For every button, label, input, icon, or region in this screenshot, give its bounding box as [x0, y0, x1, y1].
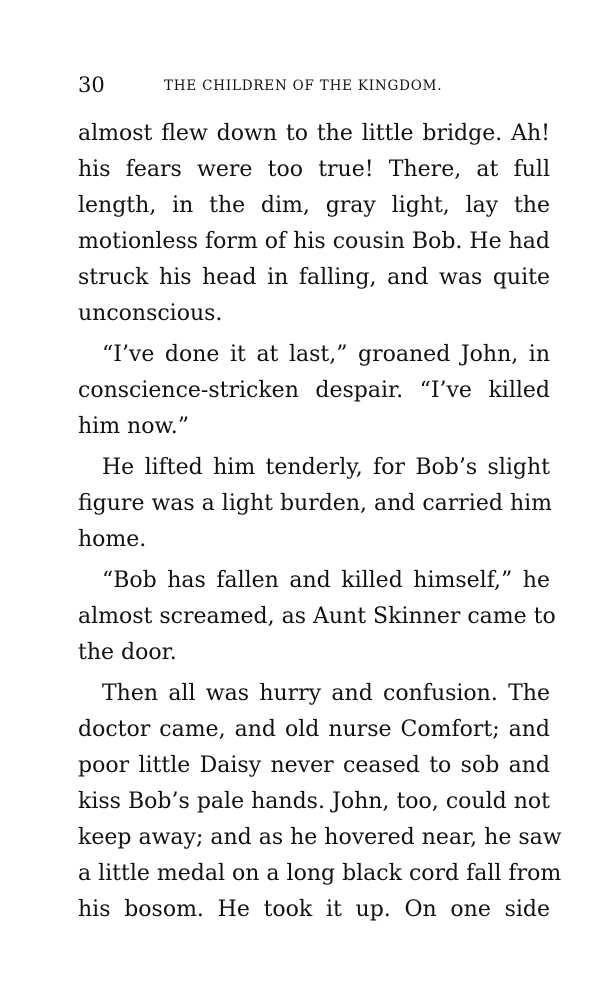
text-line: motionless form of his cousin Bob. He had: [78, 229, 550, 254]
text-line: keep away; and as he hovered near, he saw: [78, 825, 562, 850]
text-line: the door.: [78, 640, 177, 665]
text-line: his bosom. He took it up. On one side: [78, 897, 550, 922]
page-header: [78, 72, 548, 98]
text-line: a little medal on a long black cord fall from: [78, 861, 562, 886]
text-line: He lifted him tenderly, for Bob’s slight: [102, 455, 550, 480]
text-line: unconscious.: [78, 301, 223, 326]
body-text: [78, 116, 562, 928]
text-line: him now.”: [78, 414, 189, 439]
paragraph: [78, 337, 550, 445]
text-line: conscience-stricken despair. “I’ve killed: [78, 378, 550, 403]
text-line: almost flew down to the little bridge. Ah!: [78, 121, 550, 146]
page-number: 30: [78, 73, 105, 97]
text-line: “Bob has fallen and killed himself,” he: [102, 568, 550, 593]
text-line: home.: [78, 527, 147, 552]
paragraph: [78, 676, 562, 928]
text-line: almost screamed, as Aunt Skinner came to: [78, 604, 556, 629]
text-line: poor little Daisy never ceased to sob and: [78, 753, 550, 778]
text-line: Then all was hurry and confusion. The: [102, 681, 550, 706]
text-line: figure was a light burden, and carried him: [78, 491, 553, 516]
text-line: his fears were too true! There, at full: [78, 157, 550, 182]
text-line: doctor came, and old nurse Comfort; and: [78, 717, 550, 742]
paragraph: [78, 116, 550, 332]
text-line: kiss Bob’s pale hands. John, too, could not: [78, 789, 550, 814]
paragraph: [78, 450, 553, 558]
text-line: struck his head in falling, and was quite: [78, 265, 550, 290]
text-line: “I’ve done it at last,” groaned John, in: [102, 342, 550, 367]
text-line: length, in the dim, gray light, lay the: [78, 193, 550, 218]
paragraph: [78, 563, 556, 671]
running-head: THE CHILDREN OF THE KINGDOM.: [164, 78, 443, 94]
